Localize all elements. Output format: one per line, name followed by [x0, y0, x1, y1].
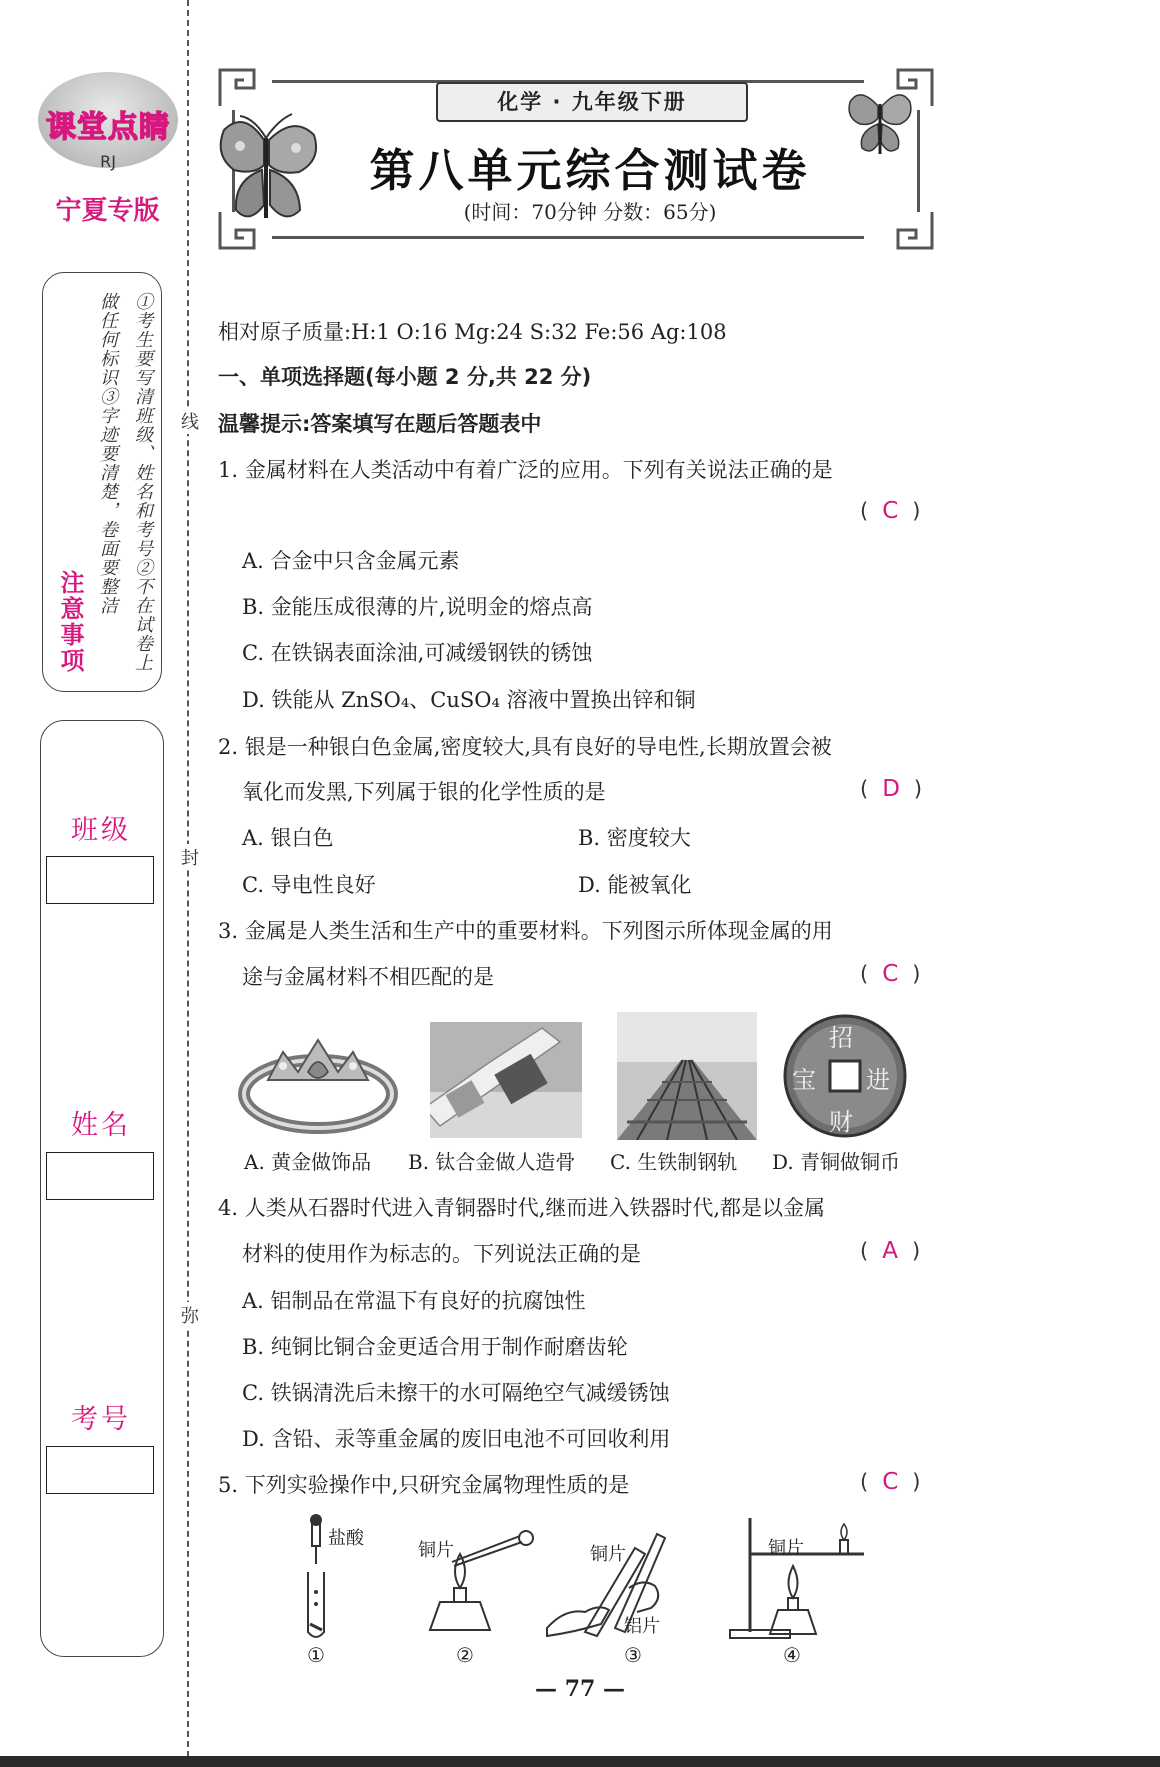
- question-1-option-a: A. 合金中只含金属元素: [242, 549, 460, 573]
- question-4-stem-line-2: 材料的使用作为标志的。下列说法正确的是: [242, 1242, 641, 1266]
- question-3-option-d: D. 青铜做铜币: [772, 1150, 901, 1174]
- exam-number-label: 考号: [71, 1404, 131, 1435]
- question-5-answer: ( C ): [860, 1469, 921, 1495]
- figure-1-label-hcl: 盐酸: [328, 1528, 364, 1549]
- header-bottom-rule: [272, 236, 864, 239]
- artificial-bone-image: [430, 1022, 582, 1138]
- cut-char-mi: 弥: [180, 1302, 200, 1328]
- coin-char-right: 进: [866, 1066, 890, 1094]
- bottom-bar: [0, 1756, 1160, 1767]
- heating-stand-diagram: [728, 1514, 868, 1640]
- question-1-option-d: D. 铁能从 ZnSO₄、CuSO₄ 溶液中置换出锌和铜: [242, 688, 696, 712]
- section-title: 一、单项选择题(每小题 2 分,共 22 分): [218, 365, 592, 389]
- answer-letter: C: [882, 1469, 899, 1495]
- gold-ring-image: [238, 1022, 400, 1138]
- atomic-mass-line: 相对原子质量:H:1 O:16 Mg:24 S:32 Fe:56 Ag:108: [218, 320, 727, 344]
- figure-3-number: ③: [624, 1643, 642, 1667]
- question-2-stem-line-1: 2. 银是一种银白色金属,密度较大,具有良好的导电性,长期放置会被: [218, 735, 832, 759]
- question-2-option-b: B. 密度较大: [578, 826, 691, 850]
- question-3-stem-line-2: 途与金属材料不相匹配的是: [242, 965, 494, 989]
- figure-1-number: ①: [307, 1643, 325, 1667]
- question-4-option-c: C. 铁锅清洗后未擦干的水可隔绝空气减缓锈蚀: [242, 1381, 670, 1405]
- figure-3-label-copper: 铜片: [590, 1544, 626, 1565]
- coin-char-bottom: 财: [829, 1108, 853, 1136]
- question-2-option-a: A. 银白色: [242, 826, 334, 850]
- question-4-option-a: A. 铝制品在常温下有良好的抗腐蚀性: [242, 1289, 586, 1313]
- question-2-stem-line-2: 氧化而发黑,下列属于银的化学性质的是: [242, 780, 606, 804]
- answer-letter: D: [882, 776, 900, 802]
- edition-label: 宁夏专版: [55, 196, 160, 226]
- logo-subtitle: RJ: [100, 152, 116, 171]
- name-field[interactable]: [46, 1152, 154, 1200]
- subject-tag: 化学 · 九年级下册: [436, 82, 748, 122]
- question-2-option-c: C. 导电性良好: [242, 873, 376, 897]
- class-field[interactable]: [46, 856, 154, 904]
- page-title: 第八单元综合测试卷: [369, 144, 811, 197]
- question-2-option-d: D. 能被氧化: [578, 873, 692, 897]
- answer-letter: C: [882, 498, 899, 524]
- notes-title: 注意事项: [56, 570, 84, 674]
- question-1-option-c: C. 在铁锅表面涂油,可减缓钢铁的锈蚀: [242, 641, 593, 665]
- rail-track-image: [617, 1012, 757, 1140]
- logo-title: 课堂点睛: [46, 110, 170, 145]
- question-4-option-b: B. 纯铜比铜合金更适合用于制作耐磨齿轮: [242, 1335, 628, 1359]
- coin-char-top: 招: [829, 1024, 853, 1052]
- section-tip: 温馨提示:答案填写在题后答题表中: [218, 412, 542, 436]
- page-number: — 77 —: [535, 1676, 625, 1702]
- coin-char-left: 宝: [792, 1066, 816, 1094]
- question-3-option-a: A. 黄金做饰品: [244, 1150, 372, 1174]
- answer-letter: C: [882, 961, 899, 987]
- name-label: 姓名: [71, 1110, 131, 1141]
- question-4-stem-line-1: 4. 人类从石器时代进入青铜器时代,继而进入铁器时代,都是以金属: [218, 1196, 826, 1220]
- corner-ornament-icon: [216, 66, 258, 108]
- cut-char-xian: 线: [180, 408, 200, 434]
- figure-4-number: ④: [783, 1643, 801, 1667]
- question-3-answer: ( C ): [860, 961, 921, 987]
- cut-char-feng: 封: [180, 844, 200, 870]
- header-right-rule: [917, 110, 920, 212]
- exam-number-field[interactable]: [46, 1446, 154, 1494]
- figure-3-label-aluminum: 铝片: [624, 1616, 660, 1637]
- corner-ornament-icon: [894, 210, 936, 252]
- question-1-stem: 1. 金属材料在人类活动中有着广泛的应用。下列有关说法正确的是: [218, 458, 833, 482]
- question-1-option-b: B. 金能压成很薄的片,说明金的熔点高: [242, 595, 593, 619]
- question-4-option-d: D. 含铅、汞等重金属的废旧电池不可回收利用: [242, 1427, 671, 1451]
- question-3-stem-line-1: 3. 金属是人类生活和生产中的重要材料。下列图示所体现金属的用: [218, 919, 833, 943]
- question-5-stem: 5. 下列实验操作中,只研究金属物理性质的是: [218, 1473, 630, 1497]
- question-4-answer: ( A ): [860, 1238, 921, 1264]
- figure-2-number: ②: [456, 1643, 474, 1667]
- question-2-answer: ( D ): [860, 776, 923, 802]
- class-label: 班级: [71, 815, 131, 846]
- figure-4-label-copper: 铜片: [768, 1538, 804, 1559]
- question-1-answer: ( C ): [860, 498, 921, 524]
- answer-letter: A: [882, 1238, 898, 1264]
- figure-2-label-copper: 铜片: [418, 1540, 454, 1561]
- question-3-option-c: C. 生铁制钢轨: [610, 1150, 738, 1174]
- time-score-info: (时间：70分钟 分数：65分): [463, 200, 717, 224]
- cut-line: [187, 0, 189, 1767]
- notes-text: ①考生要写清班级、姓名和考号②不在试卷上做任何标识③字迹要清楚，卷面要整洁: [97, 292, 153, 672]
- question-3-option-b: B. 钛合金做人造骨: [408, 1150, 576, 1174]
